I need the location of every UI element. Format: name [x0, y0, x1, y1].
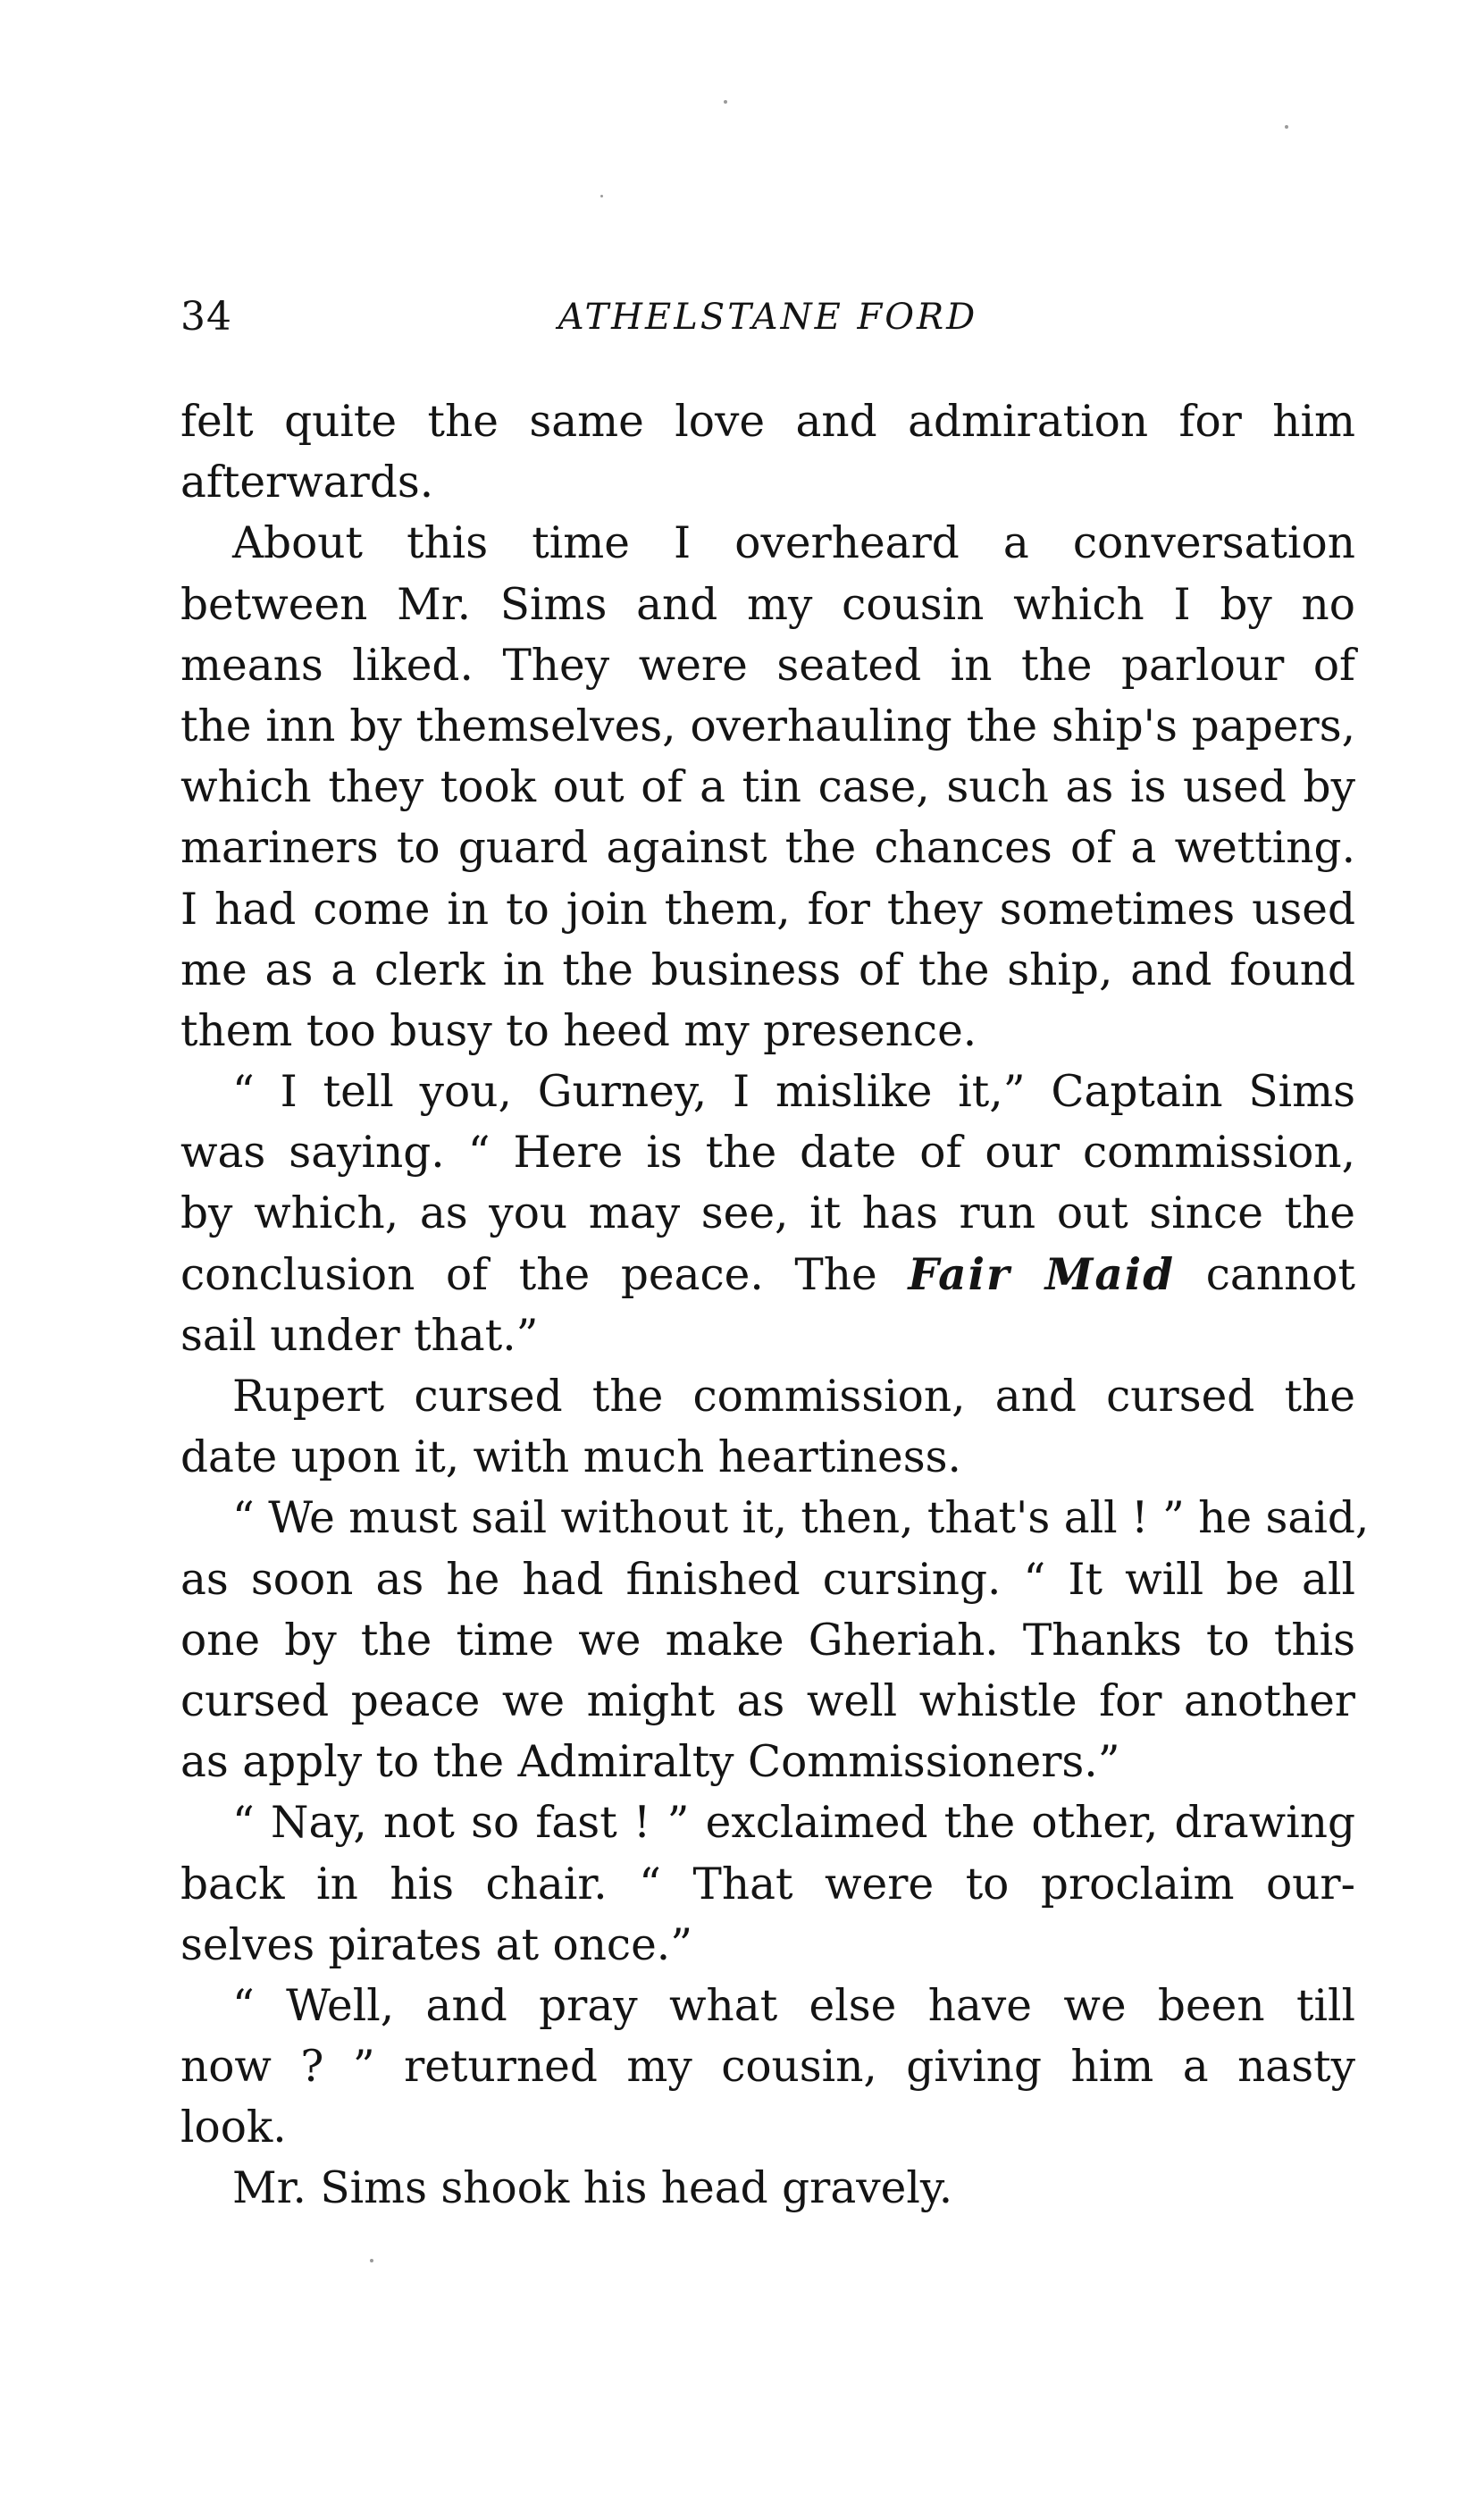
text-line: “ We must sail without it, then, that's all ! ” he said, [232, 1493, 1370, 1544]
text-line: About this time I overheard a conversation [232, 518, 1355, 569]
text-line: back in his chair. “ That were to proclaim our- [180, 1859, 1355, 1909]
text-line: “ Nay, not so fast ! ” exclaimed the other, drawing [232, 1798, 1355, 1849]
text-line: me as a clerk in the business of the ship, and found [180, 944, 1355, 995]
text-line: one by the time we make Gheriah. Thanks to this [180, 1615, 1355, 1666]
text-segment: conclusion of the peace. The [180, 1249, 877, 1300]
text-line: I had come in to join them, for they sometimes used [180, 884, 1355, 935]
text-line: as soon as he had finished cursing. “ It will be all [180, 1554, 1355, 1605]
scan-speck [724, 100, 727, 104]
text-line: Rupert cursed the commission, and cursed the [232, 1372, 1355, 1422]
text-line-with-italic [180, 1245, 1355, 1305]
text-line: which they took out of a tin case, such as is used by [180, 762, 1355, 813]
text-line: as apply to the Admiralty Commissioners.” [180, 1737, 1120, 1788]
text-line: them too busy to heed my presence. [180, 1005, 977, 1056]
text-line: means liked. They were seated in the parlour of [180, 640, 1355, 691]
scan-speck [600, 195, 603, 197]
text-line: selves pirates at once.” [180, 1919, 693, 1970]
text-line: now ? ” returned my cousin, giving him a nasty [180, 2042, 1355, 2093]
scan-speck [370, 2259, 373, 2262]
text-segment: cannot [1205, 1249, 1355, 1300]
ship-name: Fair Maid [908, 1248, 1176, 1300]
text-line: Mr. Sims shook his head gravely. [232, 2163, 953, 2214]
text-line: “ I tell you, Gurney, I mislike it,” Captain Sims [232, 1067, 1355, 1118]
page-number: 34 [180, 294, 232, 340]
text-line: date upon it, with much heartiness. [180, 1432, 961, 1483]
text-line: felt quite the same love and admiration for him [180, 397, 1355, 447]
text-line: mariners to guard against the chances of a wetting. [180, 823, 1355, 874]
text-line: sail under that.” [180, 1310, 539, 1361]
scan-speck [1285, 125, 1288, 129]
text-line: was saying. “ Here is the date of our commission, [180, 1128, 1355, 1179]
text-line: “ Well, and pray what else have we been till [232, 1980, 1355, 2031]
text-line: afterwards. [180, 457, 434, 508]
text-line: the inn by themselves, overhauling the ship's papers, [180, 701, 1355, 751]
page-header [180, 290, 1355, 344]
running-title: ATHELSTANE FORD [558, 297, 978, 338]
body-text [180, 391, 1370, 2220]
text-line: between Mr. Sims and my cousin which I by no [180, 579, 1355, 630]
text-line: cursed peace we might as well whistle for another [180, 1675, 1355, 1726]
text-line: look. [180, 2102, 287, 2153]
text-line: by which, as you may see, it has run out since the [180, 1188, 1355, 1239]
